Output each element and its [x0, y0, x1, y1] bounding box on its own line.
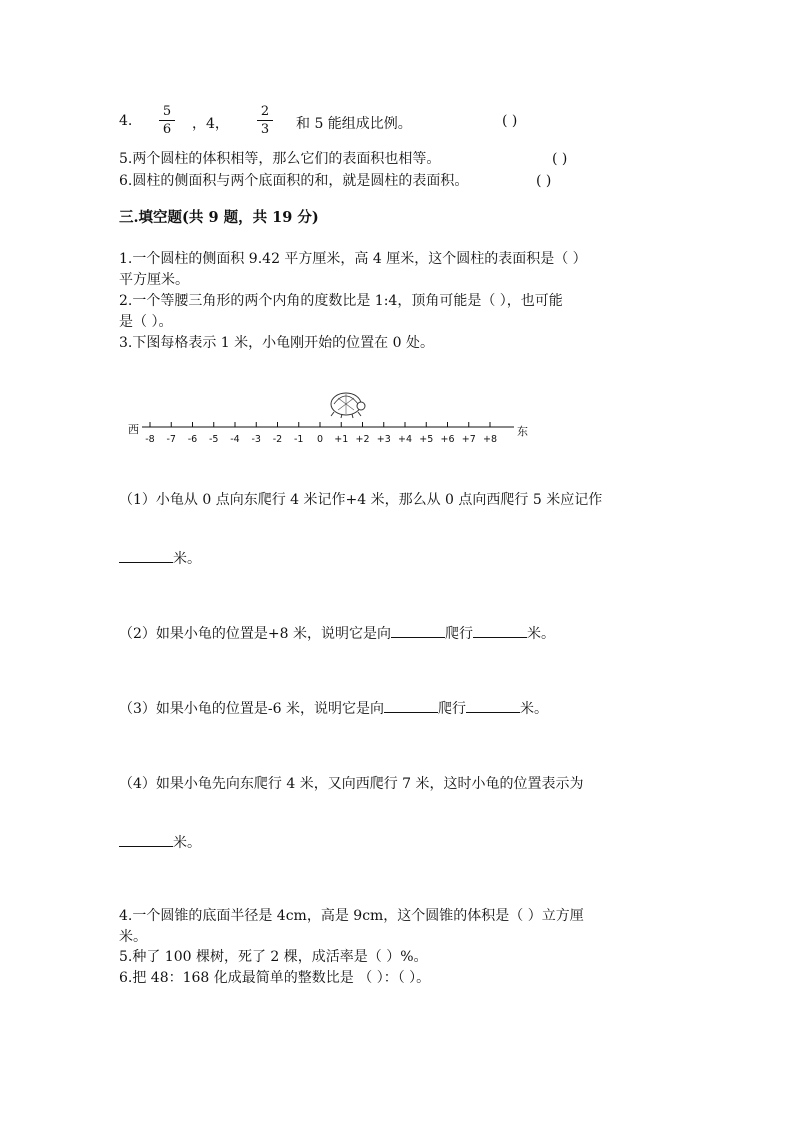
fill-q6-line: 6.把 48：168 化成最简单的整数比是 （ ）：（ ）。 [119, 970, 431, 986]
judge-q4-separator: ，4， [192, 116, 229, 132]
fill-q4-line1: 4.一个圆锥的底面半径是 4cm，高是 9cm，这个圆锥的体积是（ ）立方厘 [119, 908, 584, 924]
unit-text: 米。 [527, 626, 555, 642]
fill-q1-line2: 平方厘米。 [119, 272, 189, 288]
fill-q1-line1: 1.一个圆柱的侧面积 9.42 平方厘米，高 4 厘米，这个圆柱的表面积是（ ） [119, 251, 587, 267]
fraction-two-thirds [256, 104, 274, 137]
unit-text: 米。 [520, 701, 548, 717]
judge-q5-answer-paren[interactable]: ( ) [552, 151, 568, 167]
number-line-ticks [145, 422, 497, 445]
judge-q4-tail: 和 5 能组成比例。 [296, 116, 412, 132]
fraction-numerator: 5 [162, 104, 172, 119]
number-line-tick-label: 0 [316, 434, 324, 445]
section-title: 三.填空题(共 9 题，共 19 分) [119, 209, 319, 226]
number-line-tick-label: -7 [166, 434, 176, 445]
east-label: 东 [517, 425, 528, 438]
judge-q5-text: 5.两个圆柱的体积相等，那么它们的表面积也相等。 [119, 151, 441, 167]
fraction-numerator: 2 [260, 104, 270, 119]
sub-q1-line2 [119, 548, 201, 569]
number-line-tick-label: +5 [419, 434, 434, 445]
number-line-tick-label: +4 [397, 434, 413, 445]
number-line-tick-label: -4 [230, 434, 240, 445]
unit-text: 米。 [173, 551, 201, 567]
fraction-denominator: 6 [162, 122, 172, 137]
answer-blank[interactable] [384, 698, 438, 713]
sub-q1-line1: （1）小龟从 0 点向东爬行 4 米记作+4 米，那么从 0 点向西爬行 5 米应记作 [119, 492, 603, 508]
answer-blank[interactable] [119, 832, 173, 847]
sub-q3-line [119, 698, 548, 719]
sub-q3-text-mid: 爬行 [438, 701, 466, 717]
number-line-tick-label: -8 [145, 434, 155, 445]
number-line-tick-label: -3 [251, 434, 261, 445]
number-line-tick-label: +6 [440, 434, 455, 445]
unit-text: 米。 [173, 835, 201, 851]
west-label: 西 [128, 423, 139, 436]
answer-blank[interactable] [119, 548, 173, 563]
number-line-tick-label: +1 [334, 434, 349, 445]
answer-blank[interactable] [466, 698, 520, 713]
sub-q2-text: （2）如果小龟的位置是+8 米，说明它是向 [119, 626, 391, 642]
number-line-tick-label: -2 [272, 434, 283, 445]
fill-q3-line: 3.下图每格表示 1 米，小龟刚开始的位置在 0 处。 [119, 335, 434, 351]
fill-q5-line: 5.种了 100 棵树，死了 2 棵，成活率是（ ）%。 [119, 949, 428, 965]
fill-q2-line1: 2.一个等腰三角形的两个内角的度数比是 1:4，顶角可能是（ ），也可能 [119, 293, 563, 309]
number-line-tick-label: -5 [209, 434, 219, 445]
number-line-tick-label: +8 [482, 434, 498, 445]
judge-q4-answer-paren[interactable]: ( ) [502, 113, 518, 129]
number-line-tick-label: -6 [187, 434, 198, 445]
sub-q2-line [119, 623, 555, 644]
judge-q4-number: 4. [119, 113, 133, 129]
fill-q2-line2: 是（ ）。 [119, 314, 173, 330]
sub-q4-line2 [119, 832, 201, 853]
sub-q3-text: （3）如果小龟的位置是-6 米，说明它是向 [119, 701, 384, 717]
answer-blank[interactable] [391, 623, 445, 638]
number-line-tick-label: +7 [461, 434, 476, 445]
turtle-icon [331, 393, 365, 418]
number-line-tick-label: -1 [294, 434, 304, 445]
judge-q6-answer-paren[interactable]: ( ) [536, 173, 552, 189]
number-line-tick-label: +2 [355, 434, 370, 445]
fraction-denominator: 3 [260, 122, 270, 137]
sub-q2-text-mid: 爬行 [445, 626, 473, 642]
number-line-tick-label: +3 [376, 434, 391, 445]
sub-q4-line1: （4）如果小龟先向东爬行 4 米，又向西爬行 7 米，这时小龟的位置表示为 [119, 776, 584, 792]
fraction-five-sixths [158, 104, 176, 137]
number-line-figure [120, 382, 540, 452]
fill-q4-line2: 米。 [119, 929, 147, 945]
judge-q6-text: 6.圆柱的侧面积与两个底面积的和，就是圆柱的表面积。 [119, 173, 469, 189]
answer-blank[interactable] [473, 623, 527, 638]
